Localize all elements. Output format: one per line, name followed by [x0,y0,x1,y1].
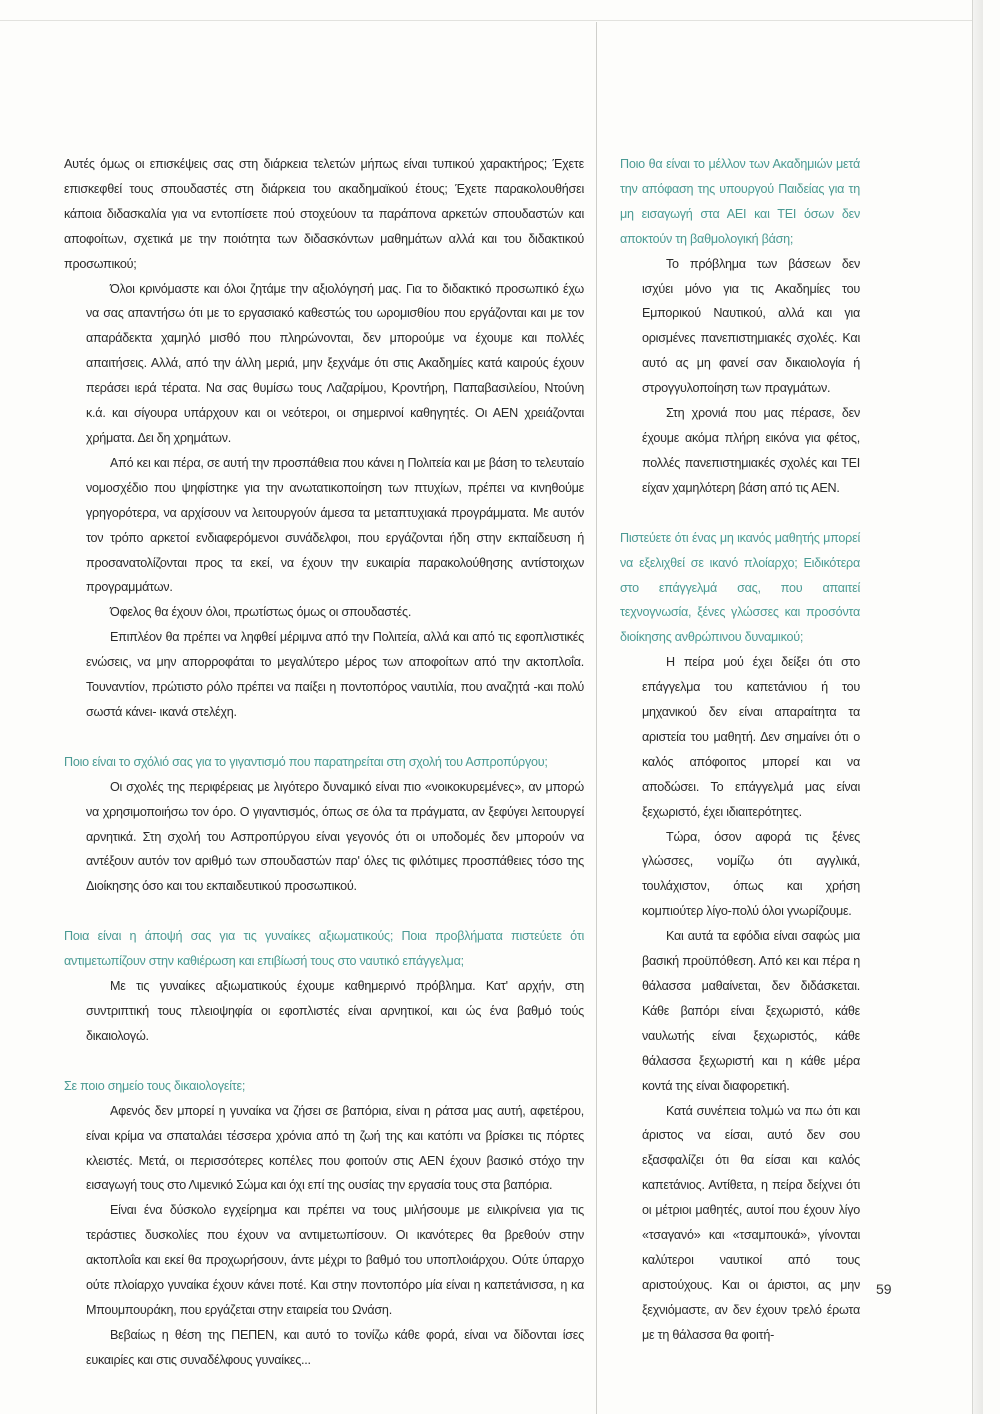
answer-paragraph: Με τις γυναίκες αξιωματικούς έχουμε καθημερινό πρόβλημα. Κατ' αρχήν, στη συντριπτική τους πλειοψηφία οι εφοπλιστές είναι αρνητικοί, και ώς ένα βαθμό τούς δικαιολογώ. [86,979,584,1043]
section-spacer [64,725,584,750]
question-heading: Πιστεύετε ότι ένας μη ικανός μαθητής μπορεί να εξελιχθεί σε ικανό πλοίαρχο; Ειδικότερα στο επάγγελμά σας, που απαιτεί τεχνογνωσία, ξένες γλώσσες και προσόντα διοίκησης ανθρώπινου δυναμικού; [620,530,860,645]
question-heading: Ποιο είναι το σχόλιό σας για το γιγαντισμό που παρατηρείται στη σχολή του Ασπροπύργου; [64,754,548,769]
answer-paragraph: Και αυτά τα εφόδια είναι σαφώς μια βασική προϋπόθεση. Από κει και πέρα η θάλασσα μαθαίνεται, δεν διδάσκεται. Κάθε βαπόρι είναι ξεχωριστό, κάθε ναυλωτής είναι ξεχωριστός, κάθε θάλασσα ξεχωριστή και η κάθε μέρα κοντά της είναι διαφορετική. [642,929,860,1093]
right-column [620,152,860,1348]
answer-paragraph: Οι σχολές της περιφέρειας με λιγότερο δυναμικό είναι πιο «νοικοκυρεμένες», αν μπορώ να χρησιμοποιήσω τον όρο. Ο γιγαντισμός, όπως σε όλα τα πράγματα, αν ξεφύγει λειτουργεί αρνητικά. Στη σχολή του Ασπροπύργου είναι γεγονός ότι οι υποδομές δεν μπορούν να αντέξουν αυτόν τον αριθμό των σπουδαστών παρ' όλες τις φιλότιμες προσπάθειες τόσο της Διοίκησης όσο και του εκπαιδευτικού προσωπικού. [86,779,584,894]
column-divider [596,22,597,1414]
answer-paragraph: Όλοι κρινόμαστε και όλοι ζητάμε την αξιολόγησή μας. Για το διδακτικό προσωπικό έχω να σας απαντήσω ότι με το εργασιακό καθεστώς του ωρομισθίου που εργάζονται και με τον απαράδεκτα χαμηλό μισθό που πληρώνονται, δεν μπορούμε να έχουμε και πολλές απαιτήσεις. Αλλά, από την άλλη μεριά, μην ξεχνάμε ότι στις Ακαδημίες κατά καιρούς έχουν περάσει ιερά τέρατα. Να σας θυμίσω τους Λαζαρίμου, Κροντήρη, Παπαβασιλείου, Ντούνη κ.ά. και σίγουρα υπάρχουν και οι νεότεροι, οι σημερινοί καθηγητές. Οι ΑΕΝ χρειάζονται χρήματα. Δει δη χρημάτων. [86,281,584,445]
page-edge-shadow [972,0,983,1414]
question-heading: Σε ποιο σημείο τους δικαιολογείτε; [64,1078,246,1093]
answer-paragraph: Επιπλέον θα πρέπει να ληφθεί μέριμνα από την Πολιτεία, αλλά και από τις εφοπλιστικές ενώσεις, να μην απορροφάται το μεγαλύτερο μέρος των αποφοίτων από την ακτοπλοΐα. Τουναντίον, πρώτιστο ρόλο πρέπει να παίξει η ποντοπόρος ναυτιλία, που αναζητά -και πολύ σωστά κάνει- ικανά στελέχη. [86,630,584,719]
question-heading: Ποιο θα είναι το μέλλον των Ακαδημιών μετά την απόφαση της υπουργού Παιδείας για τη μη εισαγωγή στα ΑΕΙ και ΤΕΙ όσων δεν αποκτούν τη βαθμολογική βάση; [620,157,860,246]
left-column [64,152,584,1373]
page-number: 59 [876,1281,892,1297]
answer-paragraph: Από κει και πέρα, σε αυτή την προσπάθεια που κάνει η Πολιτεία και με βάση το τελευταίο νομοσχέδιο που ψηφίστηκε για την ανωτατικοποίηση των πτυχίων, πρέπει να κινηθούμε γρηγορότερα, να αρχίσουν να λειτουργούν άμεσα τα μεταπτυχιακά προγράμματα. Με αυτόν τον τρόπο αρκετοί ενδιαφερόμενοι συνάδελφοι, που εργάζονται ήδη στην εκπαίδευση ή προσανατολίζονται προς τα εκεί, να έχουν την ευκαιρία παρακολούθησης αντίστοιχων προγραμμάτων. [86,455,584,595]
section-spacer [64,1049,584,1074]
answer-paragraph: Στη χρονιά που μας πέρασε, δεν έχουμε ακόμα πλήρη εικόνα για φέτος, πολλές πανεπιστημιακές σχολές και ΤΕΙ είχαν χαμηλότερη βάση από τις ΑΕΝ. [642,406,860,495]
top-edge-line [0,20,972,21]
section-spacer [620,501,860,526]
answer-paragraph: Είναι ένα δύσκολο εγχείρημα και πρέπει να τους μιλήσουμε με ειλικρίνεια για τις τεράστιες δυσκολίες που έχουν να αντιμετωπίσουν. Οι ικανότερες θα βρεθούν στην ακτοπλοΐα και εκεί θα προχωρήσουν, άντε μέχρι το βαθμό του υποπλοιάρχου. Ούτε ύπαρχο ούτε πλοίαρχο γυναίκα έχουν κάνει ποτέ. Και στην ποντοπόρο μία είναι η καπετάνισσα, η κα Μπουμπουράκη, που εργάζεται στην εταιρεία του Ωνάση. [86,1203,584,1317]
answer-paragraph: Βεβαίως η θέση της ΠΕΠΕΝ, και αυτό το τονίζω κάθε φορά, είναι να δίδονται ίσες ευκαιρίες και στις συναδέλφους γυναίκες... [86,1327,584,1367]
answer-paragraph: Τώρα, όσον αφορά τις ξένες γλώσσες, νομίζω ότι αγγλικά, τουλάχιστον, όπως και χρήση κομπιούτερ λίγο-πολύ όλοι γνωρίζουμε. [642,829,860,919]
answer-paragraph: Κατά συνέπεια τολμώ να πω ότι και άριστος να είσαι, αυτό δεν σου εξασφαλίζει ότι θα είσαι και καλός καπετάνιος. Αντίθετα, η πείρα δείχνει ότι οι μέτριοι μαθητές, αυτοί που έχουν λίγο «τσαγανό» και «τσαμπουκά», γίνονται καλύτεροι ναυτικοί από τους αριστούχους. Και οι άριστοι, ας μην ξεχνιόμαστε, αν δεν έχουν τρελό έρωτα με τη θάλασσα θα φοιτή- [642,1103,860,1342]
answer-paragraph: Το πρόβλημα των βάσεων δεν ισχύει μόνο για τις Ακαδημίες του Εμπορικού Ναυτικού, αλλά και για ορισμένες πανεπιστημιακές σχολές. Και αυτό ας μη φανεί σαν δικαιολογία ή στρογγυλοποίηση των πραγμάτων. [642,256,860,396]
answer-paragraph: Η πείρα μού έχει δείξει ότι στο επάγγελμα του καπετάνιου ή του μηχανικού δεν είναι απαραίτητα τα αριστεία του μαθητή. Δεν σημαίνει ότι ο καλός απόφοιτος μπορεί και να αποδώσει. Το επάγγελμά μας είναι ξεχωριστό, έχει ιδιαιτερότητες. [642,655,860,819]
answer-paragraph: Αφενός δεν μπορεί η γυναίκα να ζήσει σε βαπόρια, είναι η ράτσα μας αυτή, αφετέρου, είναι κρίμα να σπαταλάει τέσσερα χρόνια από τη ζωή της και κατόπι να βρίσκει τις πόρτες κλειστές. Μετά, οι περισσότερες κοπέλες που φοιτούν στις ΑΕΝ έχουν βασικό στόχο την εισαγωγή τους στο Λιμενικό Σώμα και όχι επί της ουσίας την εργασία τους στα βαπόρια. [86,1103,584,1193]
answer-paragraph: Όφελος θα έχουν όλοι, πρωτίστως όμως οι σπουδαστές. [110,605,412,620]
intro-question: Αυτές όμως οι επισκέψεις σας στη διάρκεια τελετών μήπως είναι τυπικού χαρακτήρος; Έχετε επισκεφθεί τους σπουδαστές στη διάρκεια του ακαδημαϊκού έτους; Έχετε παρακολουθήσει κάποια διδασκαλία για να εντοπίσετε πού στοχεύουν τα παράπονα αρκετών σπουδαστών και αποφοίτων, σχετικά με την ποιότητα των διδασκόντων μαθημάτων αλλά και του διδακτικού προσωπικού; [64,157,584,271]
section-spacer [64,899,584,924]
question-heading: Ποια είναι η άποψή σας για τις γυναίκες αξιωματικούς; Ποια προβλήματα πιστεύετε ότι αντιμετωπίζουν στην καθιέρωση και επιβίωσή τους στο ναυτικό επάγγελμα; [64,929,584,969]
